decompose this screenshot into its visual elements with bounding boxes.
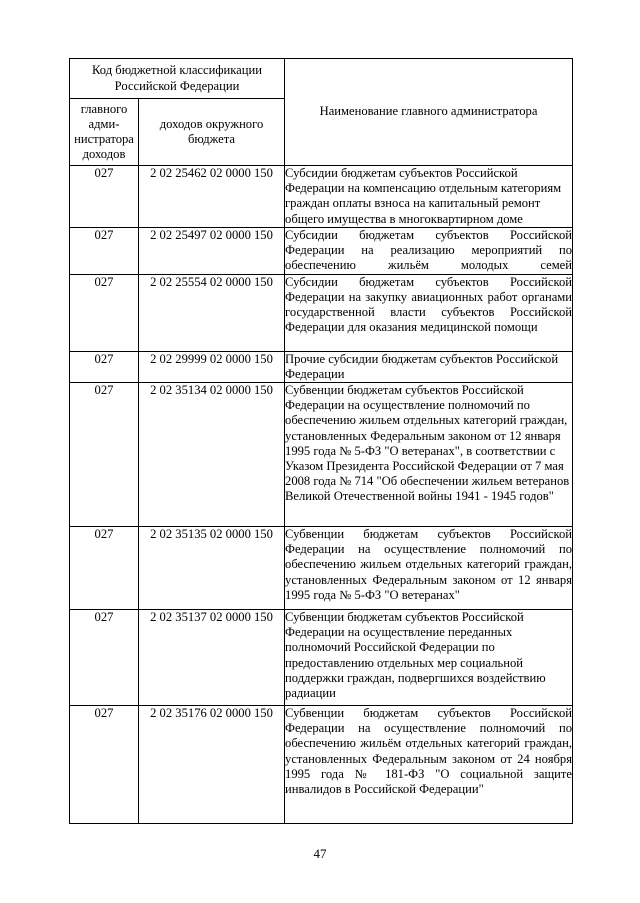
admin-code-cell: 027 [70, 351, 139, 382]
admin-code-cell: 027 [70, 274, 139, 351]
admin-code-cell: 027 [70, 610, 139, 706]
admin-code-cell: 027 [70, 228, 139, 275]
table-row [70, 351, 573, 382]
admin-code-cell: 027 [70, 166, 139, 228]
administrator-name-cell: Субвенции бюджетам субъектов Российской Федерации на осуществление переданных полномочий Российской Федерации по предоставлению отдельных мер социальной поддержки граждан, подвергшихся воздействию радиации [285, 610, 573, 706]
table-row [70, 527, 573, 610]
income-code-cell: 2 02 29999 02 0000 150 [139, 351, 285, 382]
income-code-cell: 2 02 35134 02 0000 150 [139, 383, 285, 527]
table-row [70, 274, 573, 351]
admin-code-cell: 027 [70, 383, 139, 527]
table-header-row-1 [70, 59, 573, 99]
table-row [70, 706, 573, 824]
administrator-name-cell: Субсидии бюджетам субъектов Российской Федерации на компенсацию отдельным категориям граждан оплаты взноса на капитальный ремонт общего имущества в многоквартирном доме [285, 166, 573, 228]
administrator-name-cell: Прочие субсидии бюджетам субъектов Российской Федерации [285, 351, 573, 382]
administrator-name-cell: Субвенции бюджетам субъектов Российской Федерации на осуществление полномочий по обеспечению жильем отдельных категорий граждан, установленных Федеральным законом от 12 января 1995 года № 5-ФЗ "О ветеранах", в соответствии с Указом Президента Российской Федерации от 7 мая 2008 года № 714 "Об обеспечении жильем ветеранов Великой Отечественной войны 1941 - 1945 годов" [285, 383, 573, 527]
admin-code-cell: 027 [70, 706, 139, 824]
table-row [70, 166, 573, 228]
income-code-cell: 2 02 25462 02 0000 150 [139, 166, 285, 228]
administrator-name-cell: Субвенции бюджетам субъектов Российской Федерации на осуществление полномочий по обеспечению жильём отдельных категорий граждан, установленных Федеральным законом от 24 ноября 1995 года № 181-ФЗ "О социальной защите инвалидов в Российской Федерации" [285, 706, 573, 824]
administrator-name-cell: Субсидии бюджетам субъектов Российской Федерации на закупку авиационных работ органами государственной власти субъектов Российской Федерации для оказания медицинской помощи [285, 274, 573, 351]
table-row [70, 610, 573, 706]
header-income-column: доходов окружного бюджета [139, 99, 285, 166]
header-group-title: Код бюджетной классификации Российской Федерации [70, 59, 285, 99]
page-number: 47 [313, 846, 327, 861]
income-code-cell: 2 02 25554 02 0000 150 [139, 274, 285, 351]
table-row [70, 228, 573, 275]
administrator-name-cell: Субвенции бюджетам субъектов Российской Федерации на осуществление полномочий по обеспечению жильем отдельных категорий граждан, установленных Федеральным законом от 12 января 1995 года № 5-ФЗ "О ветеранах" [285, 527, 573, 610]
budget-classification-table [69, 58, 573, 824]
administrator-name-cell: Субсидии бюджетам субъектов Российской Федерации на реализацию мероприятий по обеспечению жильём молодых семей [285, 228, 573, 273]
header-name-column: Наименование главного администратора [285, 59, 573, 166]
table-row [70, 383, 573, 527]
income-code-cell: 2 02 35176 02 0000 150 [139, 706, 285, 824]
header-admin-column: главного адми-нистратора доходов [70, 99, 139, 166]
income-code-cell: 2 02 25497 02 0000 150 [139, 228, 285, 275]
income-code-cell: 2 02 35135 02 0000 150 [139, 527, 285, 610]
income-code-cell: 2 02 35137 02 0000 150 [139, 610, 285, 706]
admin-code-cell: 027 [70, 527, 139, 610]
